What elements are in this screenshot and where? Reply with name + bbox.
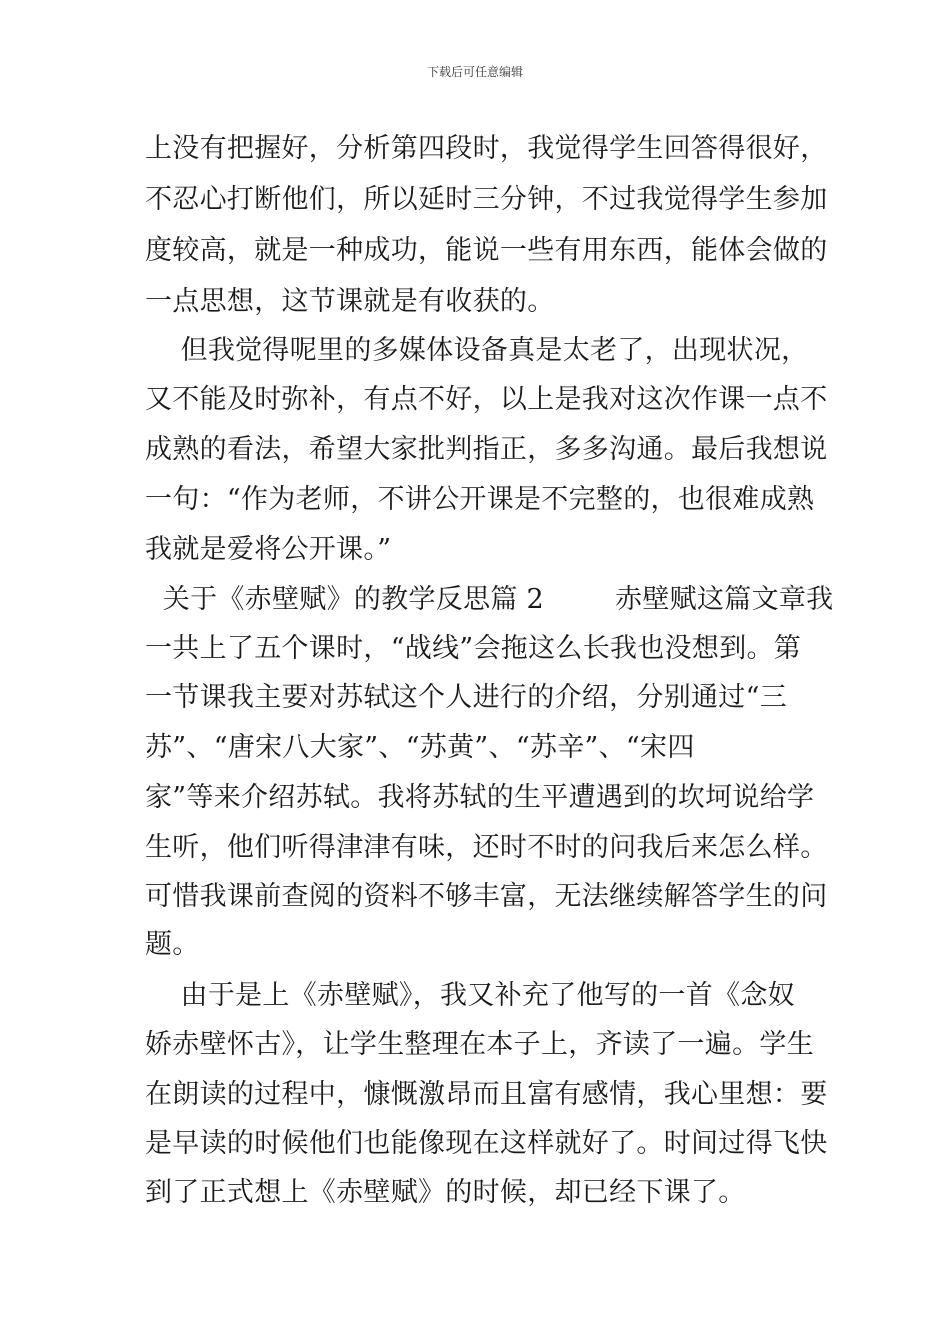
- text-line: 一句：“作为老师，不讲公开课是不完整的，也很难成熟: [145, 484, 815, 515]
- text-line: 由于是上《赤壁赋》，我又补充了他写的一首《念奴: [145, 980, 795, 1011]
- text-line: 可惜我课前查阅的资料不够丰富，无法继续解答学生的问: [145, 881, 828, 912]
- text-line: 关于《赤壁赋》的教学反思篇 2 赤壁赋这篇文章我: [145, 584, 834, 615]
- text-line: 苏”、“唐宋八大家”、“苏黄”、“苏辛”、“宋四: [145, 732, 695, 763]
- text-line: 一点思想，这节课就是有收获的。: [145, 286, 555, 317]
- text-line: 到了正式想上《赤壁赋》的时候，却已经下课了。: [145, 1177, 746, 1208]
- text-line: 又不能及时弥补，有点不好，以上是我对这次作课一点不: [145, 384, 828, 415]
- text-line: 成熟的看法，希望大家批判指正，多多沟通。最后我想说: [145, 434, 828, 465]
- text-line: 是早读的时候他们也能像现在这样就好了。时间过得飞快: [145, 1128, 828, 1159]
- text-line: 一共上了五个课时，“战线”会拖这么长我也没想到。第: [145, 633, 802, 664]
- text-line: 但我觉得呢里的多媒体设备真是太老了，出现状况，: [145, 335, 809, 366]
- text-line: 家”等来介绍苏轼。我将苏轼的生平遭遇到的坎坷说给学: [145, 782, 815, 813]
- page-header: 下载后可任意编辑: [426, 65, 523, 79]
- text-line: 一节课我主要对苏轼这个人进行的介绍，分别通过“三: [145, 682, 788, 713]
- text-line: 度较高，就是一种成功，能说一些有用东西，能体会做的: [145, 235, 828, 266]
- text-line: 娇赤壁怀古》，让学生整理在本子上，齐读了一遍。学生: [145, 1029, 814, 1060]
- text-line: 上没有把握好，分析第四段时，我觉得学生回答得很好，: [145, 133, 828, 164]
- text-line: 题。: [145, 929, 200, 960]
- text-line: 不忍心打断他们，所以延时三分钟，不过我觉得学生参加: [145, 184, 828, 215]
- text-line: 生听，他们听得津津有味，还时不时的问我后来怎么样。: [145, 832, 828, 863]
- text-line: 在朗读的过程中，慷慨激昂而且富有感情，我心里想：要: [145, 1079, 828, 1110]
- text-line: 我就是爱将公开课。”: [145, 534, 392, 565]
